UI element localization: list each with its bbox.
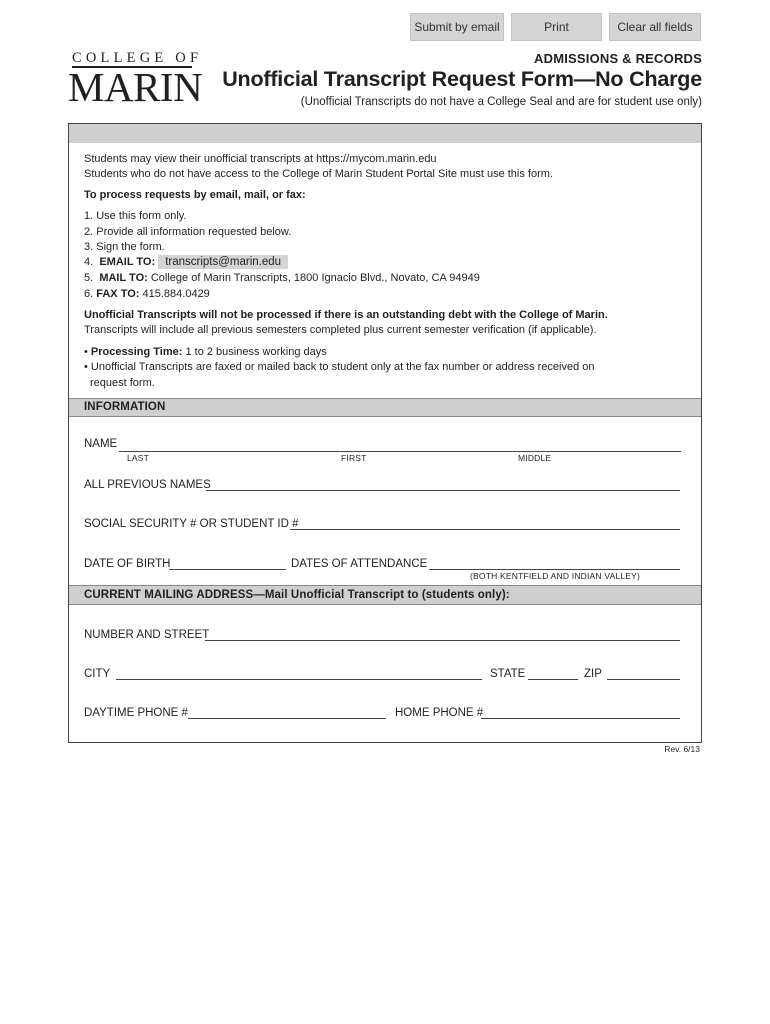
step-5-number: 5. xyxy=(84,272,94,284)
logo-marin: MARIN xyxy=(68,64,203,110)
home-phone-field[interactable] xyxy=(481,718,680,719)
information-section-bar xyxy=(69,398,701,417)
step-4-number: 4. xyxy=(84,256,94,268)
city-label: CITY xyxy=(84,668,111,680)
email-to-field[interactable]: transcripts@marin.edu xyxy=(158,255,288,269)
name-field[interactable] xyxy=(119,451,681,452)
mail-to-address: College of Marin Transcripts, 1800 Ignacio Blvd., Novato, CA 94949 xyxy=(150,272,480,284)
fax-to-label: FAX TO: xyxy=(96,288,140,300)
top-bar xyxy=(69,124,701,143)
state-label: STATE xyxy=(490,668,526,680)
ssn-label: SOCIAL SECURITY # OR STUDENT ID # xyxy=(84,518,299,530)
step-6-number: 6. xyxy=(84,288,94,300)
submit-by-email-button[interactable]: Submit by email xyxy=(410,13,504,41)
fax-mail-note-1: • Unofficial Transcripts are faxed or mailed back to student only at the fax number or address received on xyxy=(84,361,595,373)
step-4 xyxy=(84,256,288,269)
processing-time xyxy=(84,346,327,359)
address-heading: CURRENT MAILING ADDRESS—Mail Unofficial Transcript to (students only): xyxy=(84,589,510,601)
daytime-phone-label: DAYTIME PHONE # xyxy=(84,707,188,719)
step-3: 3. Sign the form. xyxy=(84,241,165,253)
page-title: Unofficial Transcript Request Form—No Charge xyxy=(222,67,702,91)
logo-college-of: COLLEGE OF xyxy=(72,50,203,66)
street-label: NUMBER AND STREET xyxy=(84,629,210,641)
step-1: 1. Use this form only. xyxy=(84,210,187,222)
ssn-field[interactable] xyxy=(290,529,680,530)
zip-field[interactable] xyxy=(607,679,680,680)
address-section-bar xyxy=(69,585,701,605)
attendance-label: DATES OF ATTENDANCE xyxy=(291,558,428,570)
home-phone-label: HOME PHONE # xyxy=(395,707,484,719)
name-last-label: LAST xyxy=(127,453,150,463)
department-label: ADMISSIONS & RECORDS xyxy=(534,51,702,66)
clear-all-fields-button[interactable]: Clear all fields xyxy=(609,13,701,41)
name-middle-label: MIDDLE xyxy=(518,453,552,463)
zip-label: ZIP xyxy=(584,668,602,680)
attendance-note: (BOTH KENTFIELD AND INDIAN VALLEY) xyxy=(470,571,641,581)
intro-line-1: Students may view their unofficial transcripts at https://mycom.marin.edu xyxy=(84,153,437,165)
intro-line-2: Students who do not have access to the College of Marin Student Portal Site must use this form. xyxy=(84,168,553,180)
dob-field[interactable] xyxy=(169,569,286,570)
city-field[interactable] xyxy=(116,679,482,680)
transcript-note: Transcripts will include all previous semesters completed plus current semester verification (if applicable). xyxy=(84,324,597,336)
form-frame xyxy=(68,123,702,743)
daytime-phone-field[interactable] xyxy=(188,718,386,719)
step-2: 2. Provide all information requested below. xyxy=(84,226,292,238)
information-heading: INFORMATION xyxy=(84,401,166,413)
previous-names-field[interactable] xyxy=(206,490,680,491)
processing-time-value: 1 to 2 business working days xyxy=(185,346,327,358)
attendance-field[interactable] xyxy=(429,569,680,570)
email-to-label: EMAIL TO: xyxy=(99,256,156,268)
bullet-mark: • xyxy=(84,346,88,358)
step-6 xyxy=(84,288,210,301)
mail-to-label: MAIL TO: xyxy=(99,272,148,284)
processing-time-label: Processing Time: xyxy=(90,346,183,358)
step-5 xyxy=(84,272,480,285)
name-first-label: FIRST xyxy=(341,453,367,463)
debt-warning: Unofficial Transcripts will not be processed if there is an outstanding debt with the College of Marin. xyxy=(84,309,608,321)
fax-mail-note-2: request form. xyxy=(90,377,155,389)
name-label: NAME xyxy=(84,438,118,450)
previous-names-label: ALL PREVIOUS NAMES xyxy=(84,479,211,491)
state-field[interactable] xyxy=(528,679,578,680)
revision-label: Rev. 6/13 xyxy=(664,744,700,754)
dob-label: DATE OF BIRTH xyxy=(84,558,171,570)
page-subtitle: (Unofficial Transcripts do not have a College Seal and are for student use only) xyxy=(300,96,702,108)
street-field[interactable] xyxy=(205,640,680,641)
print-button[interactable]: Print xyxy=(511,13,602,41)
process-heading: To process requests by email, mail, or fax: xyxy=(84,189,306,201)
fax-to-number: 415.884.0429 xyxy=(142,288,210,300)
